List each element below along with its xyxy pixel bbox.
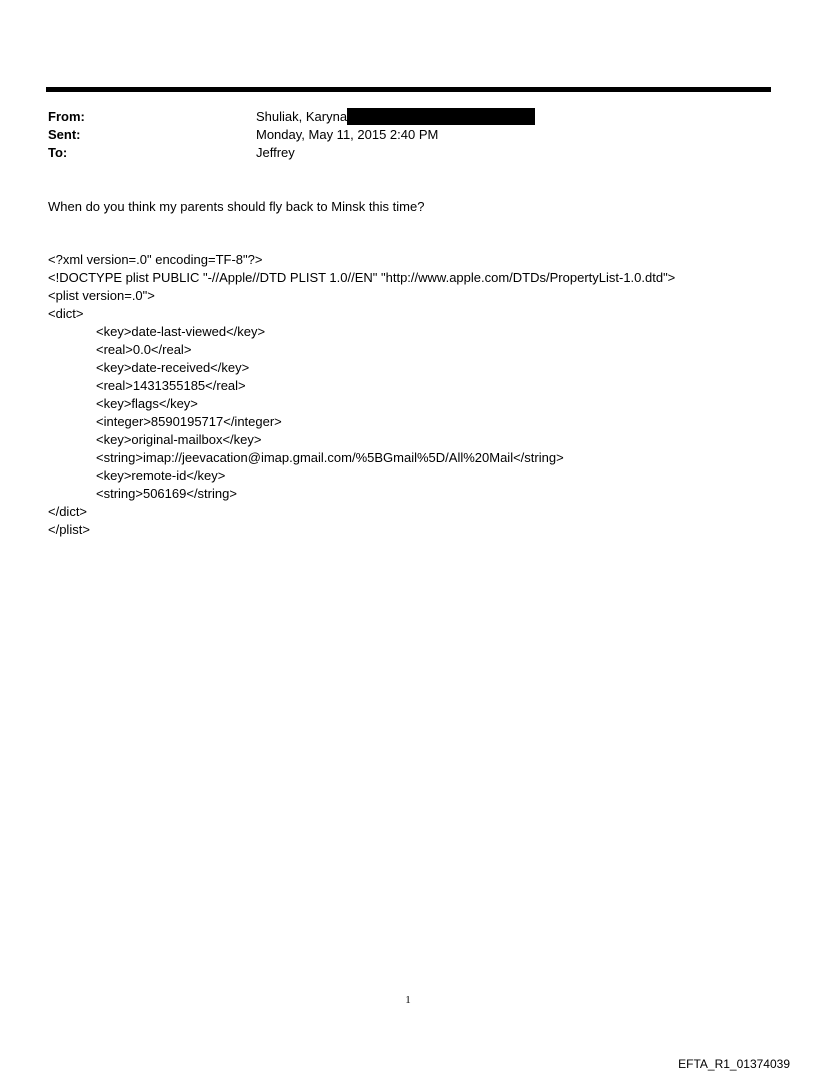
plist-line: <key>original-mailbox</key> <box>96 432 262 447</box>
plist-line: <real>0.0</real> <box>96 342 192 357</box>
document-id: EFTA_R1_01374039 <box>678 1057 790 1071</box>
plist-block <box>48 251 675 539</box>
message-body: When do you think my parents should fly back to Minsk this time? <box>48 199 425 214</box>
from-label: From: <box>48 109 85 124</box>
plist-line: <real>1431355185</real> <box>96 378 246 393</box>
plist-line: <dict> <box>48 306 84 321</box>
plist-line: </plist> <box>48 522 90 537</box>
plist-line: </dict> <box>48 504 88 519</box>
sent-value: Monday, May 11, 2015 2:40 PM <box>256 127 439 142</box>
to-row <box>48 144 768 162</box>
plist-line: <key>remote-id</key> <box>96 468 226 483</box>
plist-line: <key>flags</key> <box>96 396 198 411</box>
plist-line: <!DOCTYPE plist PUBLIC "-//Apple//DTD PLIST 1.0//EN" "http://www.apple.com/DTDs/PropertyList-1.0.dtd"> <box>48 270 676 285</box>
plist-line: <key>date-received</key> <box>96 360 250 375</box>
from-value: Shuliak, Karyna <box>256 109 348 124</box>
sent-row <box>48 126 768 144</box>
sent-label: Sent: <box>48 127 81 142</box>
header-divider <box>46 87 771 92</box>
plist-line: <string>imap://jeevacation@imap.gmail.com/%5BGmail%5D/All%20Mail</string> <box>96 450 564 465</box>
plist-line: <plist version=.0"> <box>48 288 155 303</box>
plist-line: <?xml version=.0" encoding=TF-8"?> <box>48 252 263 267</box>
plist-line: <string>506169</string> <box>96 486 237 501</box>
redaction-block <box>347 108 535 125</box>
to-label: To: <box>48 145 68 160</box>
plist-line: <key>date-last-viewed</key> <box>96 324 266 339</box>
page-number: 1 <box>405 994 411 1006</box>
to-value: Jeffrey <box>256 145 295 160</box>
plist-line: <integer>8590195717</integer> <box>96 414 282 429</box>
